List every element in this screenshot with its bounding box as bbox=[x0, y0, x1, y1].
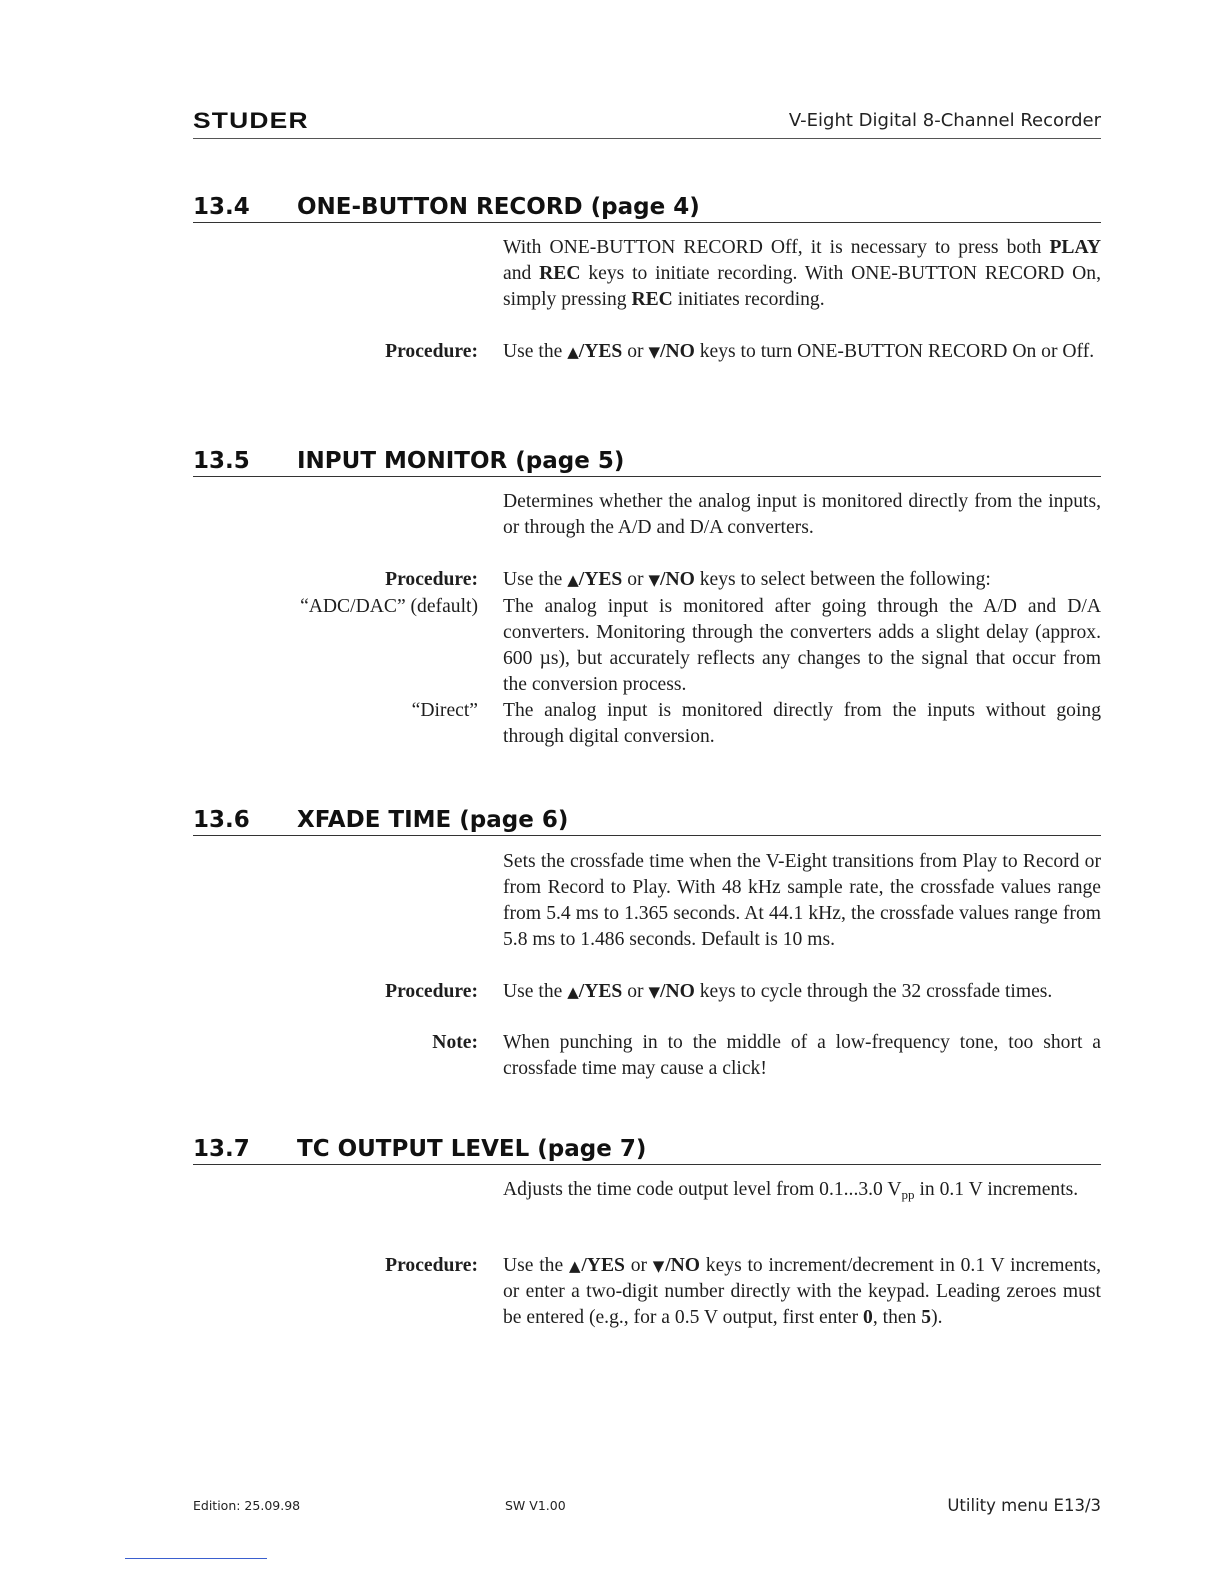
section-title: ONE-BUTTON RECORD (page 4) bbox=[297, 194, 700, 220]
section-13-6-note: When punching in to the middle of a low-frequency tone, too short a crossfade time may cause a click! bbox=[503, 1032, 1101, 1079]
section-heading-13-6 bbox=[193, 805, 1101, 836]
section-title: TC OUTPUT LEVEL (page 7) bbox=[297, 1136, 647, 1162]
studer-logo: STUDER bbox=[193, 108, 309, 133]
procedure-label: Procedure: bbox=[385, 1255, 478, 1276]
page-header bbox=[193, 106, 1101, 139]
procedure-label: Procedure: bbox=[385, 341, 478, 362]
link-underline bbox=[125, 1558, 267, 1559]
document-title: V-Eight Digital 8-Channel Recorder bbox=[788, 110, 1101, 131]
option-label-adc-dac: “ADC/DAC” (default) bbox=[300, 596, 478, 617]
note-label: Note: bbox=[432, 1032, 478, 1053]
section-13-4-procedure: Use the ▲/YES or ▼/NO keys to turn ONE-BUTTON RECORD On or Off. bbox=[503, 341, 1095, 362]
section-number: 13.6 bbox=[193, 807, 250, 833]
section-title: XFADE TIME (page 6) bbox=[297, 807, 569, 833]
section-13-4-description: With ONE-BUTTON RECORD Off, it is necessary to press both PLAY and REC keys to initiate recording. With ONE-BUTTON RECORD On, simply pressing REC initiates recording. bbox=[503, 237, 1101, 310]
section-13-6-procedure: Use the ▲/YES or ▼/NO keys to cycle through the 32 crossfade times. bbox=[503, 981, 1053, 1002]
footer-edition: Edition: 25.09.98 bbox=[193, 1498, 301, 1513]
option-label-direct: “Direct” bbox=[411, 700, 478, 721]
procedure-label: Procedure: bbox=[385, 569, 478, 590]
footer-software-version: SW V1.00 bbox=[505, 1498, 566, 1513]
section-heading-13-5 bbox=[193, 446, 1101, 477]
section-number: 13.5 bbox=[193, 448, 250, 474]
section-heading-13-4 bbox=[193, 192, 1101, 223]
section-13-6-description: Sets the crossfade time when the V-Eight transitions from Play to Record or from Record to Play. With 48 kHz sample rate, the crossfade values range from 5.4 ms to 1.365 seconds. At 44.1 kHz, the crossfade values range from 5.8 ms to 1.486 seconds. Default is 10 ms. bbox=[503, 851, 1101, 950]
section-title: INPUT MONITOR (page 5) bbox=[297, 448, 625, 474]
section-number: 13.4 bbox=[193, 194, 250, 220]
option-text-adc-dac: The analog input is monitored after going through the A/D and D/A converters. Monitoring through the converters adds a slight delay (approx. 600 µs), but accurately reflects any changes to the signal that occur from the conversion process. bbox=[503, 596, 1101, 695]
footer-page-number: Utility menu E13/3 bbox=[947, 1496, 1101, 1515]
section-13-5-procedure: Use the ▲/YES or ▼/NO keys to select between the following: bbox=[503, 569, 991, 590]
section-heading-13-7 bbox=[193, 1134, 1101, 1165]
section-13-7-description: Adjusts the time code output level from 0.1...3.0 $V_{pp}$ in 0.1 V increments. bbox=[503, 1179, 1079, 1202]
section-13-7-procedure: Use the ▲/YES or ▼/NO keys to increment/decrement in 0.1 V increments, or enter a two-digit number directly with the keypad. Leading zeroes must be entered (e.g., for a 0.5 V output, first enter 0, then 5). bbox=[503, 1255, 1101, 1328]
option-text-direct: The analog input is monitored directly from the inputs without going through digital conversion. bbox=[503, 700, 1101, 747]
section-number: 13.7 bbox=[193, 1136, 250, 1162]
procedure-label: Procedure: bbox=[385, 981, 478, 1002]
section-13-5-description: Determines whether the analog input is monitored directly from the inputs, or through the A/D and D/A converters. bbox=[503, 491, 1101, 538]
